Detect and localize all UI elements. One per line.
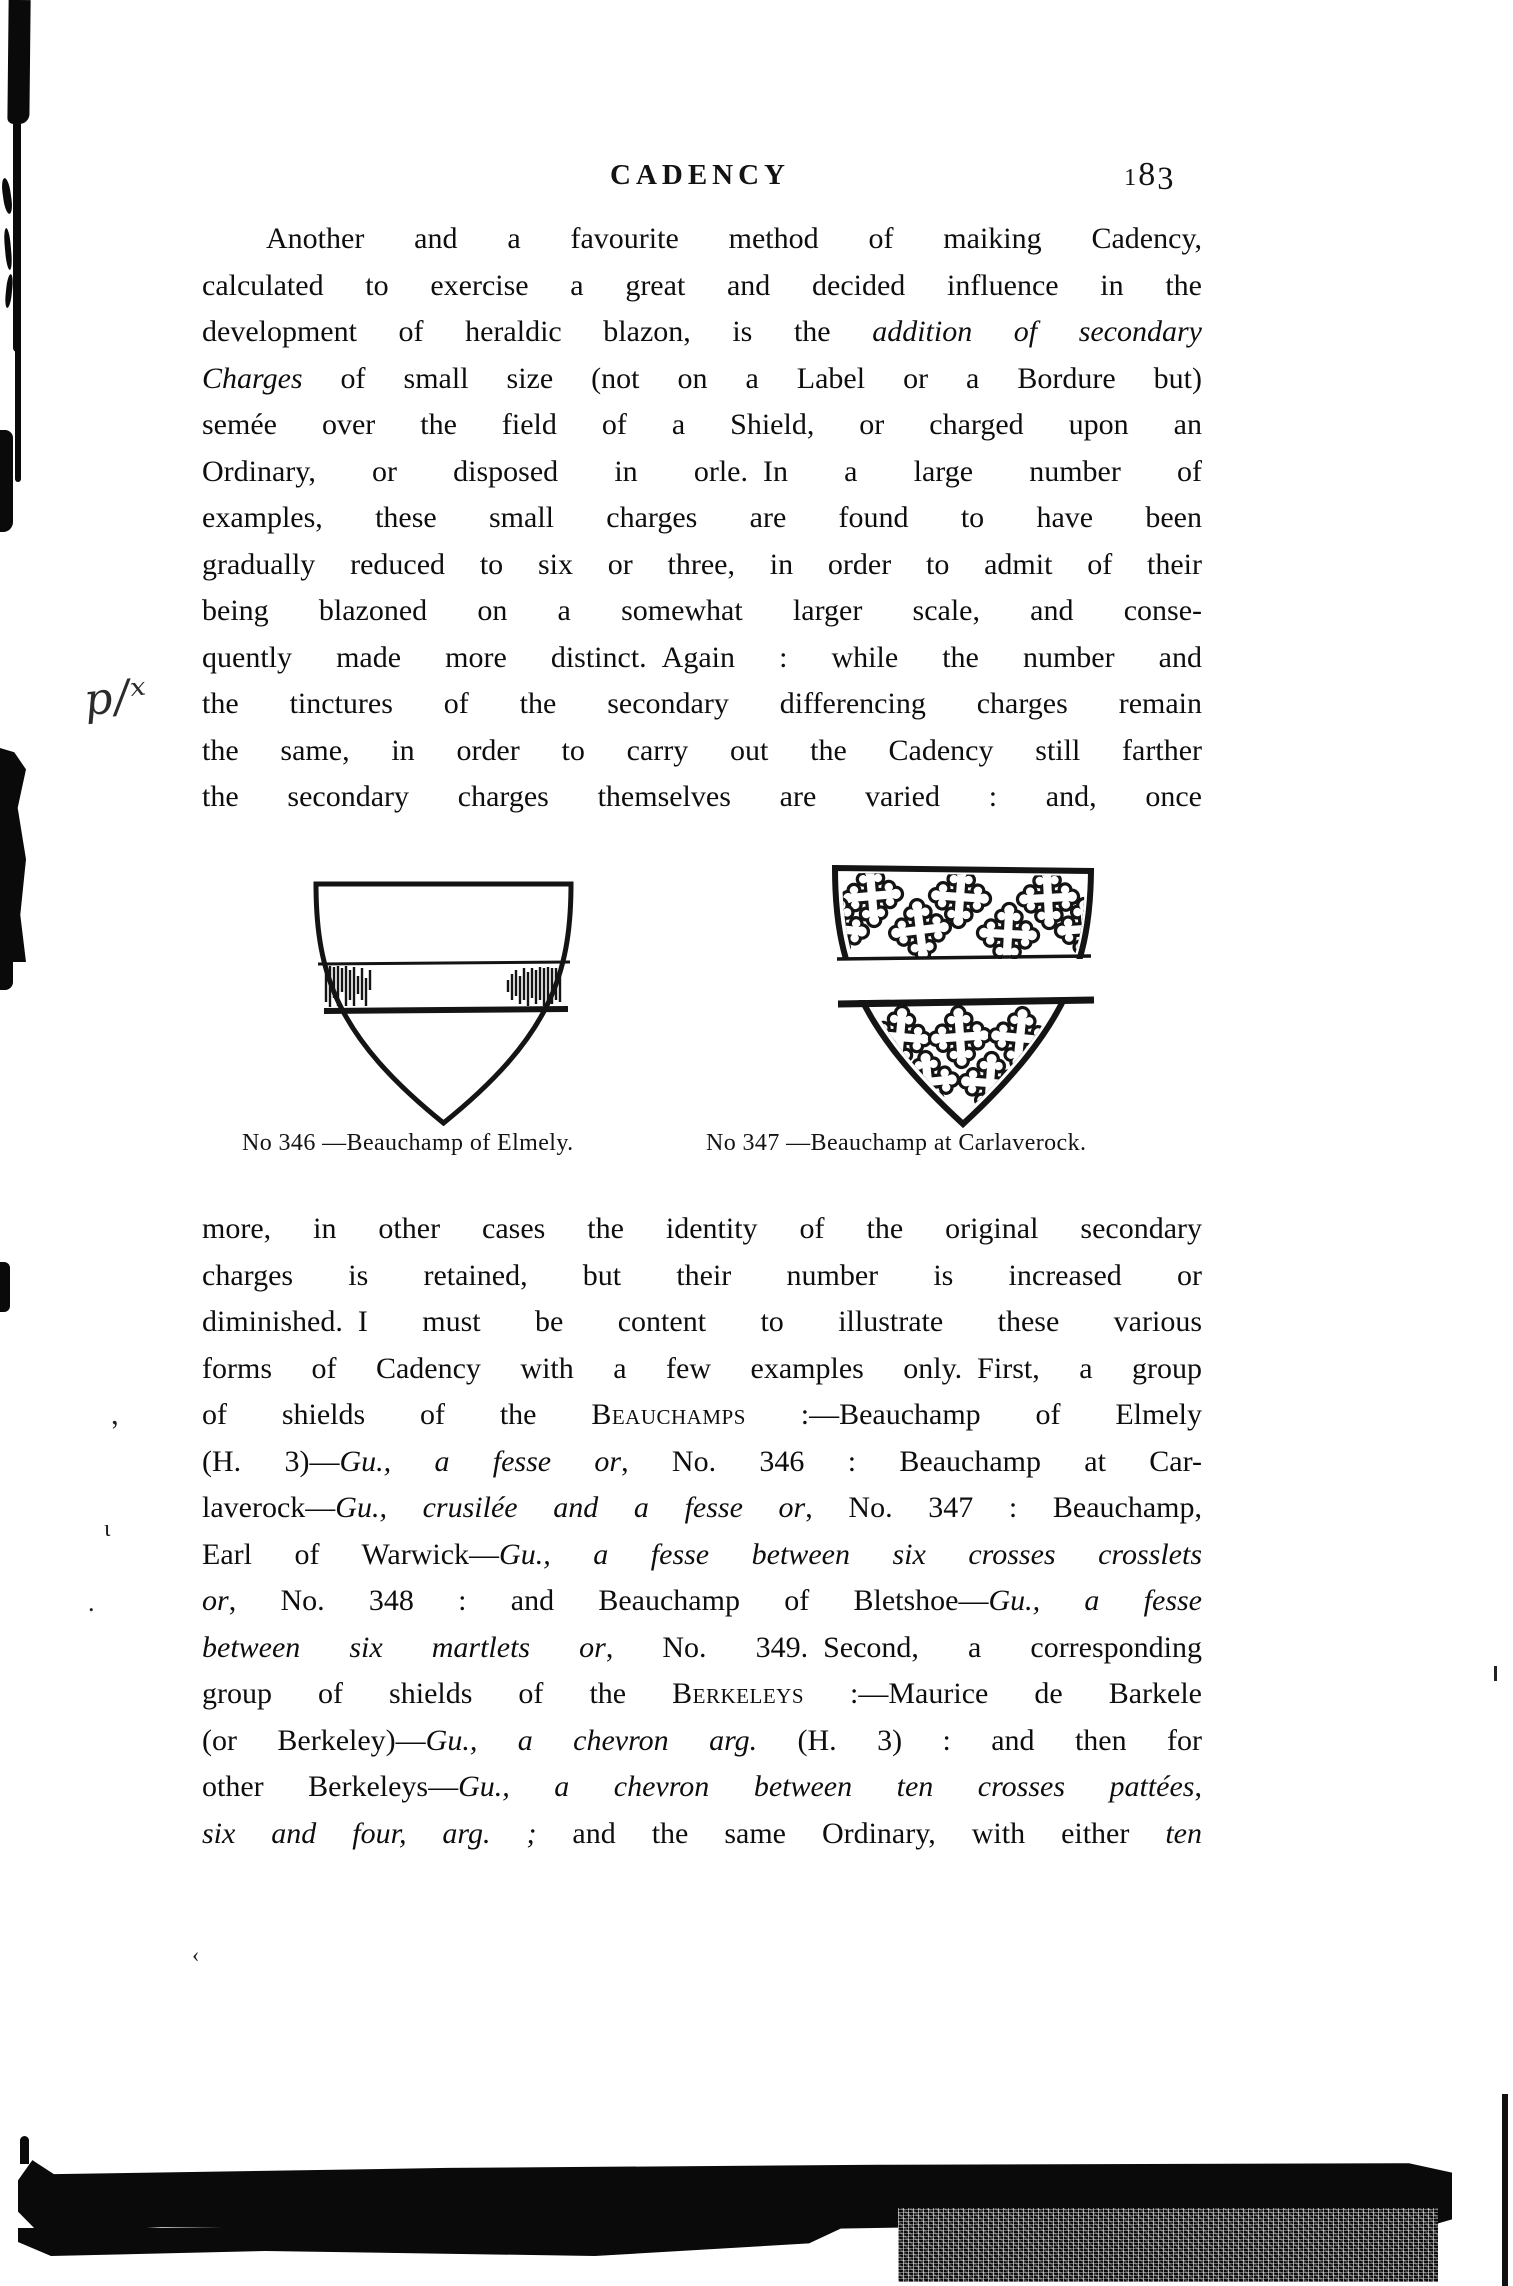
text-line: Ordinary, or disposed in orle. In a large number of xyxy=(202,454,1202,488)
scan-artifact-tick xyxy=(1494,1666,1497,1681)
scan-artifact-mark xyxy=(3,228,13,270)
scan-artifact-noise-block xyxy=(898,2208,1438,2282)
scan-artifact-blob xyxy=(0,958,13,990)
text-line: forms of Cadency with a few examples only. First, a group xyxy=(202,1351,1202,1385)
text-line: development of heraldic blazon, is the addition of secondary xyxy=(202,315,1202,348)
scan-artifact-blob xyxy=(0,430,13,532)
text-line: gradually reduced to six or three, in order to admit of their xyxy=(202,547,1202,581)
paragraph-2 xyxy=(202,1206,1202,1857)
text-line: calculated to exercise a great and decided influence in the xyxy=(202,268,1202,302)
caption-346: No 346 —Beauchamp of Elmely. xyxy=(242,1130,574,1156)
text-line: diminished. I must be content to illustrate these various xyxy=(202,1305,1202,1338)
scan-artifact-bottom-band xyxy=(18,2228,842,2256)
fesse-bottom-line xyxy=(324,1009,568,1011)
text-line: being blazoned on a somewhat larger scale, and conse- xyxy=(202,594,1202,627)
scan-artifact-mark xyxy=(1,178,14,215)
scan-artifact-right-edge xyxy=(1502,2094,1508,2286)
caption-347: No 347 —Beauchamp at Carlaverock. xyxy=(706,1130,1087,1156)
scan-artifact-crease xyxy=(1466,514,1469,702)
paragraph-1 xyxy=(202,216,1202,821)
text-line: Earl of Warwick—Gu., a fesse between six crosses crosslets xyxy=(202,1537,1203,1571)
text-line: (or Berkeley)—Gu., a chevron arg. (H. 3) : and then for xyxy=(202,1723,1202,1757)
shield-346-figure xyxy=(316,884,571,1123)
text-line: group of shields of the Berkeleys :—Maurice de Barkele xyxy=(202,1677,1202,1710)
text-line: six and four, arg. ; and the same Ordinary, with either ten xyxy=(202,1816,1202,1850)
text-line: quently made more distinct. Again : while the number and xyxy=(202,640,1202,674)
scan-speck: , xyxy=(107,1397,120,1432)
fesse-band xyxy=(837,959,1091,1000)
text-line: semée over the field of a Shield, or charged upon an xyxy=(202,408,1202,441)
figure-canvas xyxy=(295,848,1125,1140)
text-line: charges is retained, but their number is increased or xyxy=(202,1258,1202,1292)
text-line: more, in other cases the identity of the original secondary xyxy=(202,1212,1202,1245)
text-line: Charges of small size (not on a Label or a Bordure but) xyxy=(202,361,1202,395)
text-line: other Berkeleys—Gu., a chevron between ten crosses pattées, xyxy=(202,1770,1202,1803)
text-line: (H. 3)—Gu., a fesse or, No. 346 : Beauchamp at Car- xyxy=(202,1444,1202,1478)
scan-artifact-left-line xyxy=(13,60,21,352)
text-line: examples, these small charges are found to have been xyxy=(202,501,1202,534)
scan-speck: . xyxy=(88,1588,95,1617)
text-line: or, No. 348 : and Beauchamp of Bletshoe—Gu., a fesse xyxy=(202,1584,1202,1617)
fesse-bottom-line xyxy=(838,1000,1094,1004)
text-line: the tinctures of the secondary differencing charges remain xyxy=(202,687,1202,720)
text-line: Another and a favourite method of maiking Cadency, xyxy=(266,222,1202,255)
page-number: 183 xyxy=(1124,156,1176,197)
handwritten-annotation: p/ˣ xyxy=(81,668,152,727)
scan-speck: ‹ xyxy=(192,1942,200,1967)
scan-speck: ι xyxy=(104,1516,111,1542)
text-line: between six martlets or, No. 349. Second, a corresponding xyxy=(202,1630,1202,1664)
text-line: laverock—Gu., crusilée and a fesse or, No. 347 : Beauchamp, xyxy=(202,1491,1203,1524)
scan-artifact-blob xyxy=(0,1262,10,1312)
scan-artifact-left-line xyxy=(15,345,21,482)
text-line: of shields of the Beauchamps :—Beauchamp of Elmely xyxy=(202,1398,1202,1431)
fesse-top-line xyxy=(318,962,570,964)
text-line: the secondary charges themselves are varied : and, once xyxy=(202,780,1202,813)
scan-artifact-spike xyxy=(20,2136,29,2164)
scan-artifact-blob xyxy=(0,748,26,962)
shield-347-figure xyxy=(806,865,1117,1124)
page-title: CADENCY xyxy=(610,159,790,191)
text-line: the same, in order to carry out the Cadency still farther xyxy=(202,733,1202,767)
